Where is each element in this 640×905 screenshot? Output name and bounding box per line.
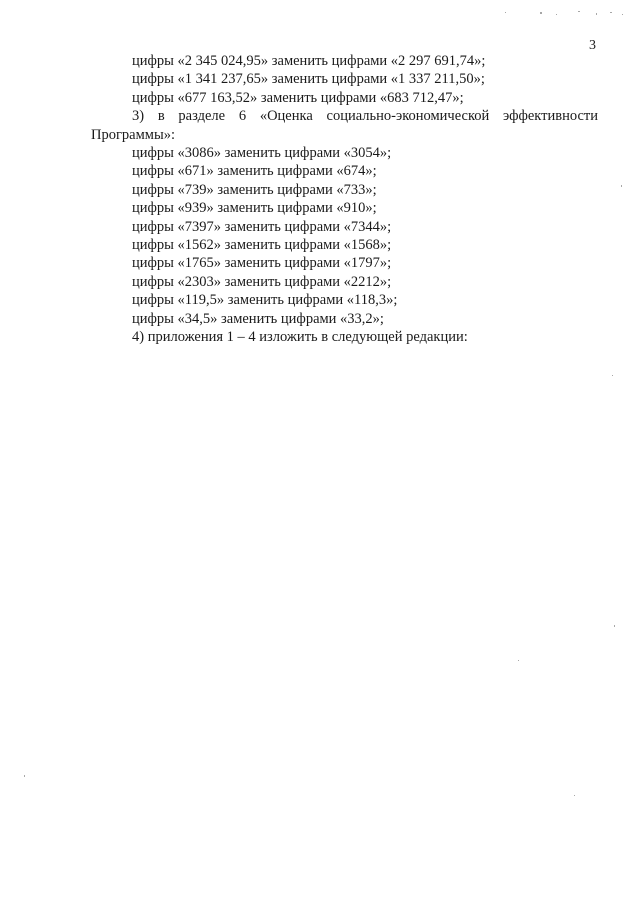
scan-speck: [24, 775, 25, 777]
scan-speck: [578, 11, 580, 12]
document-body: [91, 52, 598, 347]
replacement-line: цифры «739» заменить цифрами «733»;: [132, 181, 377, 198]
scan-speck: [518, 660, 519, 661]
replacement-line: цифры «2303» заменить цифрами «2212»;: [132, 273, 392, 290]
scan-speck: [612, 375, 613, 376]
scan-speck: [574, 795, 575, 796]
scan-speck: [540, 12, 542, 14]
replacement-line: цифры «1765» заменить цифрами «1797»;: [132, 255, 392, 272]
page-number: 3: [589, 38, 596, 53]
replacement-line: цифры «3086» заменить цифрами «3054»;: [132, 145, 392, 162]
scan-speck: [622, 14, 623, 15]
final-item: 4) приложения 1 – 4 изложить в следующей редакции:: [132, 329, 468, 346]
text-line: цифры «2 345 024,95» заменить цифрами «2 297 691,74»;: [132, 53, 486, 69]
section-paragraph: 3) в разделе 6 «Оценка социально-экономической эффективности Программы»:: [91, 108, 598, 143]
scan-speck: [505, 12, 506, 13]
text-line: цифры «1 341 237,65» заменить цифрами «1 337 211,50»;: [132, 71, 485, 88]
replacement-line: цифры «671» заменить цифрами «674»;: [132, 163, 377, 180]
replacement-line: цифры «34,5» заменить цифрами «33,2»;: [132, 310, 384, 327]
replacement-line: цифры «939» заменить цифрами «910»;: [132, 200, 377, 217]
replacement-line: цифры «7397» заменить цифрами «7344»;: [132, 218, 392, 235]
scan-speck: [614, 625, 615, 627]
scan-speck: [621, 185, 622, 187]
replacement-line: цифры «1562» заменить цифрами «1568»;: [132, 237, 392, 254]
text-line: цифры «677 163,52» заменить цифрами «683 712,47»;: [132, 89, 464, 106]
scan-speck: [596, 13, 597, 15]
replacement-line: цифры «119,5» заменить цифрами «118,3»;: [132, 292, 398, 309]
scan-speck: [610, 12, 612, 13]
scan-speck: [556, 14, 557, 15]
